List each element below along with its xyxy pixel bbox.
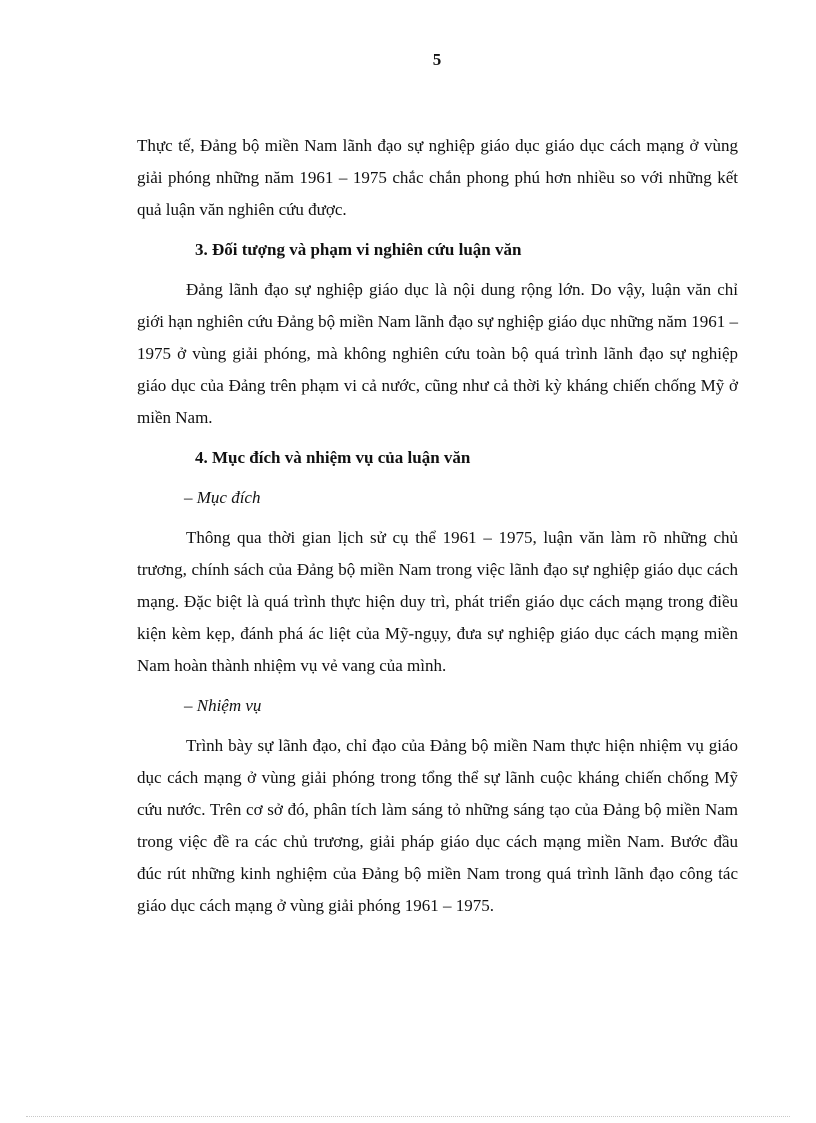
section-heading-3: 3. Đối tượng và phạm vi nghiên cứu luận văn (195, 240, 522, 259)
page-number: 5 (432, 50, 442, 69)
paragraph-scope: Đảng lãnh đạo sự nghiệp giáo dục là nội dung rộng lớn. Do vậy, luận văn chỉ giới hạn nghiên cứu Đảng bộ miền Nam lãnh đạo sự nghiệp giáo dục những năm 1961 – 1975 ở vùng giải phóng, mà không nghiên cứu toàn bộ quá trình lãnh đạo sự nghiệp giáo dục của Đảng trên phạm vi cả nước, cũng như cả thời kỳ kháng chiến chống Mỹ ở miền Nam. (137, 280, 738, 427)
subheading-tasks: – Nhiệm vụ (184, 696, 262, 715)
document-body (137, 130, 738, 922)
paragraph-tasks: Trình bày sự lãnh đạo, chỉ đạo của Đảng bộ miền Nam thực hiện nhiệm vụ giáo dục cách mạng ở vùng giải phóng trong tổng thể sự lãnh cuộc kháng chiến chống Mỹ cứu nước. Trên cơ sở đó, phân tích làm sáng tỏ những sáng tạo của Đảng bộ miền Nam trong việc đề ra các chủ trương, giải pháp giáo dục cách mạng miền Nam. Bước đầu đúc rút những kinh nghiệm của Đảng bộ miền Nam trong quá trình lãnh đạo công tác giáo dục cách mạng ở vùng giải phóng 1961 – 1975. (137, 736, 738, 915)
paragraph-purpose: Thông qua thời gian lịch sử cụ thể 1961 – 1975, luận văn làm rõ những chủ trương, chính sách của Đảng bộ miền Nam trong việc lãnh đạo sự nghiệp giáo dục cách mạng. Đặc biệt là quá trình thực hiện duy trì, phát triển giáo dục cách mạng trong điều kiện kèm kẹp, đánh phá ác liệt của Mỹ-ngụy, đưa sự nghiệp giáo dục cách mạng miền Nam hoàn thành nhiệm vụ vẻ vang của mình. (137, 528, 738, 675)
section-heading-4: 4. Mục đích và nhiệm vụ của luận văn (195, 448, 471, 467)
paragraph-intro-continuation: Thực tế, Đảng bộ miền Nam lãnh đạo sự nghiệp giáo dục giáo dục cách mạng ở vùng giải phóng những năm 1961 – 1975 chắc chắn phong phú hơn nhiều so với những kết quả luận văn nghiên cứu được. (137, 136, 738, 219)
subheading-purpose: – Mục đích (184, 488, 261, 507)
page-bottom-divider (26, 1116, 790, 1117)
